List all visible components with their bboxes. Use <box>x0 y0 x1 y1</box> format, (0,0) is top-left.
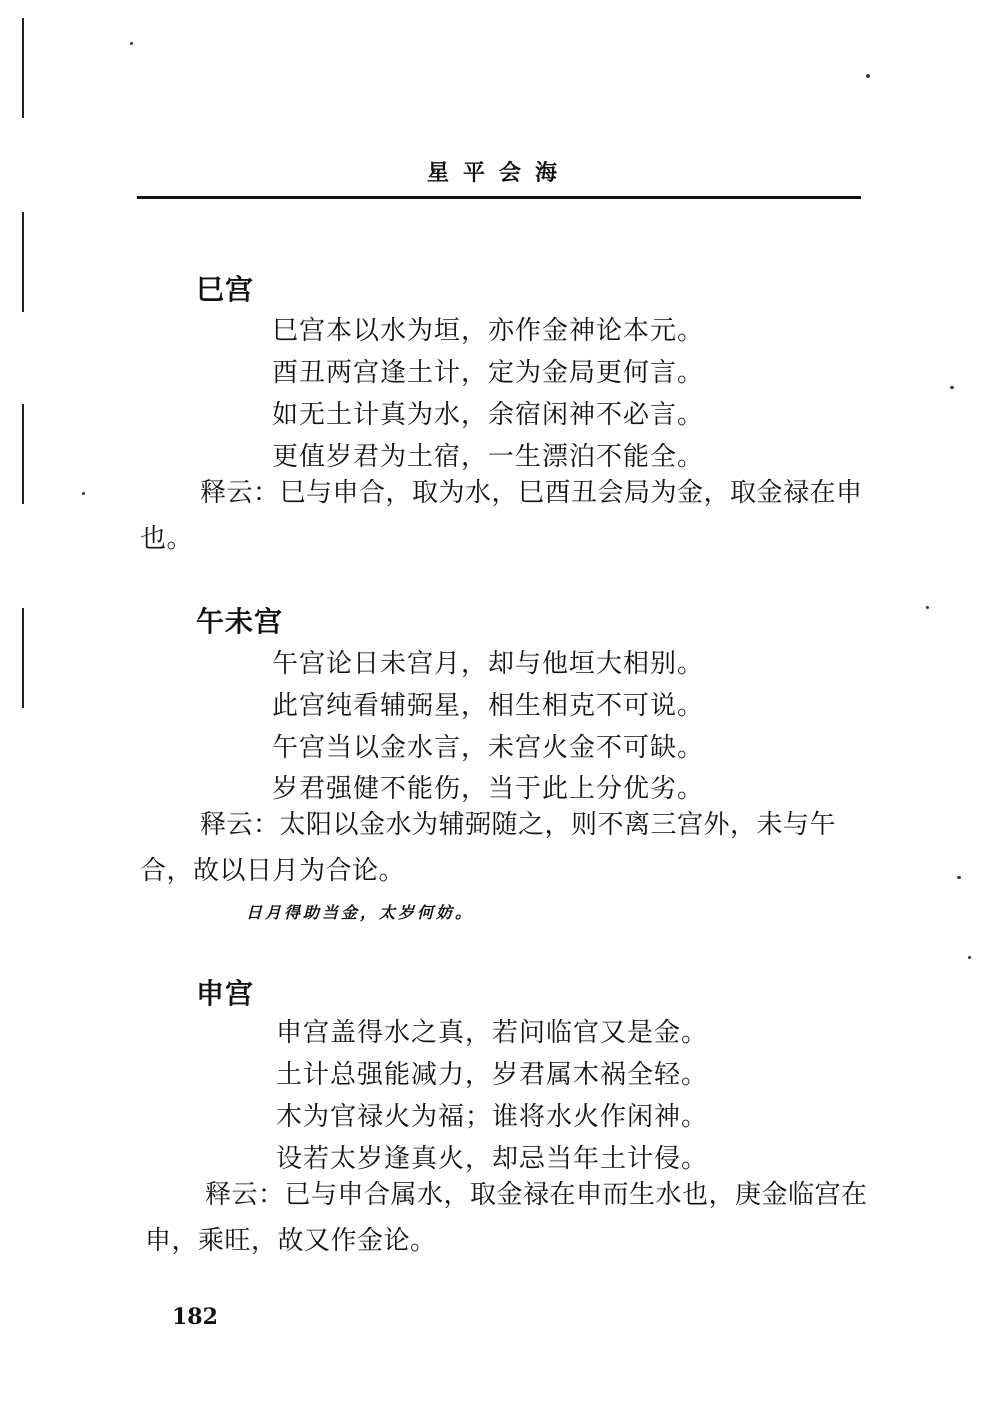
small-annotation: 日月得助当金，太岁何妨。 <box>246 903 475 922</box>
scan-speck <box>950 386 954 389</box>
scan-edge-mark <box>22 608 24 708</box>
verse-line: 此宫纯看辅弼星，相生相克不可说。 <box>272 691 705 721</box>
running-header <box>137 152 861 199</box>
scan-speck <box>130 42 133 45</box>
section-heading-wu-wei: 午未宫 <box>196 605 284 638</box>
book-title: 星平会海 <box>426 160 571 186</box>
commentary-paragraph: 释云：太阳以金水为辅弼随之，则不离三宫外，未与午合，故以日月为合论。 <box>140 810 837 886</box>
page-number: 182 <box>172 1304 218 1330</box>
commentary-paragraph: 释云：已与申合属水，取金禄在申而生水也，庚金临宫在申，乘旺，故又作金论。 <box>145 1180 868 1256</box>
scan-speck <box>957 876 961 879</box>
scan-edge-mark <box>22 18 24 118</box>
commentary-paragraph: 释云：巳与申合，取为水，巳酉丑会局为金，取金禄在申也。 <box>140 478 863 554</box>
verse-line: 酉丑两宫逢土计，定为金局更何言。 <box>272 358 705 388</box>
scan-edge-mark <box>22 212 24 312</box>
scan-edge-mark <box>22 404 24 504</box>
verse-line: 巳宫本以水为垣，亦作金神论本元。 <box>272 316 705 346</box>
verse-line: 土计总强能减力，岁君属木祸全轻。 <box>276 1060 709 1090</box>
section-heading-si: 巳宫 <box>196 273 255 306</box>
verse-line: 岁君强健不能伤，当于此上分优劣。 <box>272 774 705 804</box>
scan-speck <box>82 492 85 495</box>
section-heading-shen: 申宫 <box>196 977 255 1010</box>
verse-line: 午宫论日未宫月，却与他垣大相别。 <box>272 649 705 679</box>
scan-speck <box>968 956 971 959</box>
verse-line: 设若太岁逢真火，却忌当年土计侵。 <box>276 1144 709 1174</box>
scan-speck <box>866 74 870 78</box>
scan-speck <box>926 606 929 609</box>
verse-line: 申宫盖得水之真，若问临官又是金。 <box>276 1018 709 1048</box>
verse-line: 午宫当以金水言，未宫火金不可缺。 <box>272 733 705 763</box>
verse-line: 木为官禄火为福；谁将水火作闲神。 <box>276 1102 709 1132</box>
verse-line: 如无土计真为水，余宿闲神不必言。 <box>272 400 705 430</box>
verse-line: 更值岁君为土宿，一生漂泊不能全。 <box>272 442 705 472</box>
